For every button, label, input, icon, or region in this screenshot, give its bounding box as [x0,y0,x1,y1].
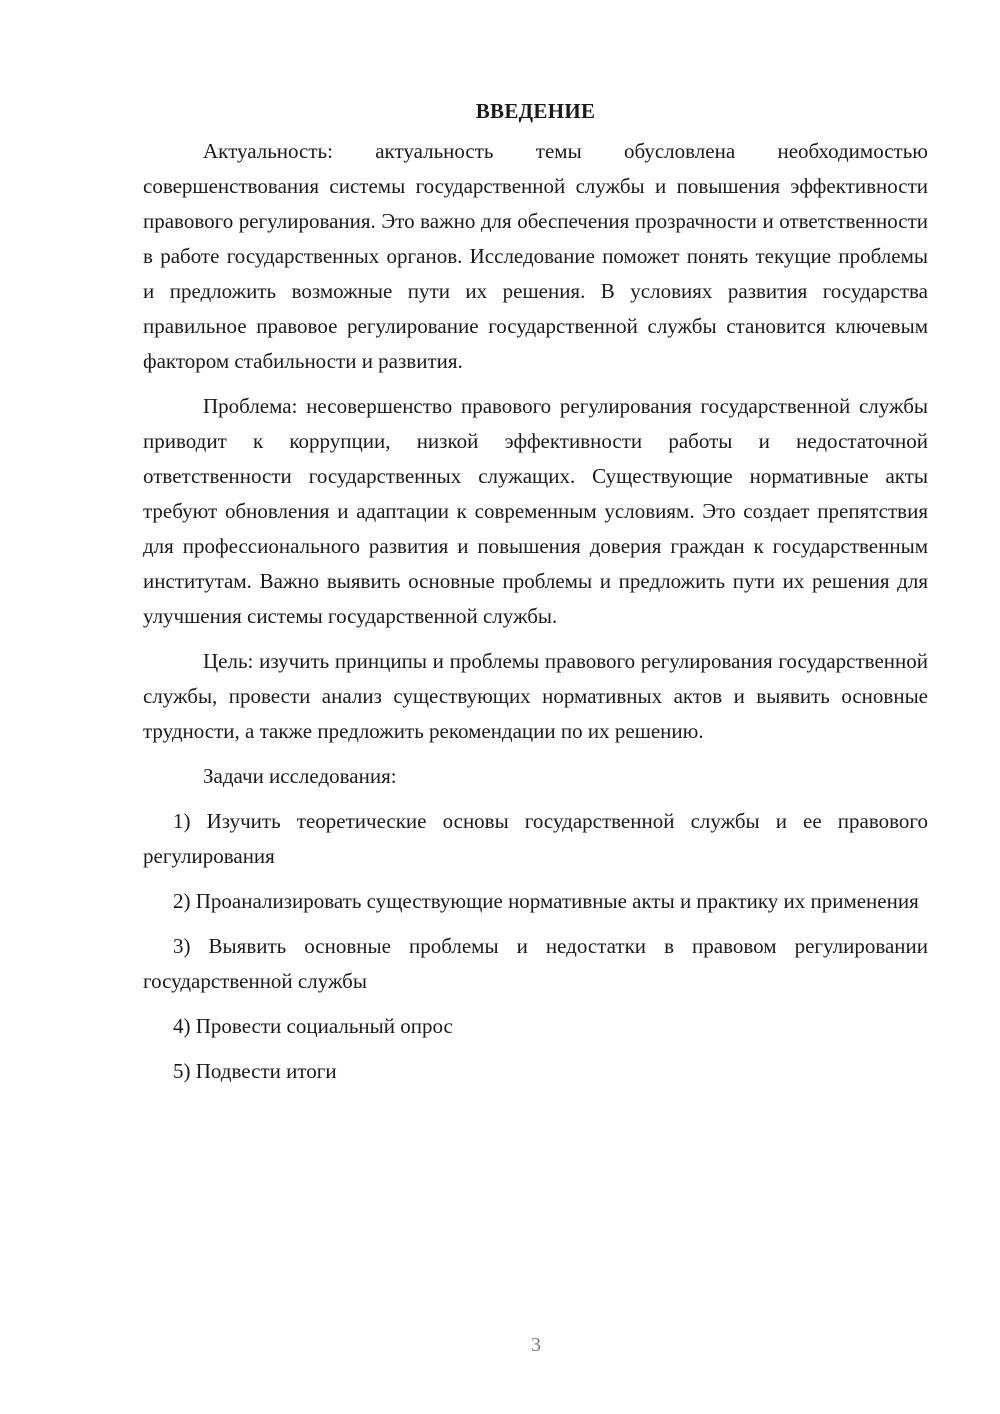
document-page [143,96,928,1099]
task-item-3: 3) Выявить основные проблемы и недостатки в правовом регулировании государственной службы [143,934,928,993]
task-item-1: 1) Изучить теоретические основы государственной службы и ее правового регулирования [143,809,928,868]
page-number: 3 [531,1334,541,1356]
task-item-5: 5) Подвести итоги [173,1059,337,1083]
document-title: ВВЕДЕНИЕ [475,99,596,123]
paragraph-goal: Цель: изучить принципы и проблемы правового регулирования государственной службы, провести анализ существующих нормативных актов и выявить основные трудности, а также предложить рекомендации по их решению. [143,649,928,743]
task-item-4: 4) Провести социальный опрос [173,1014,453,1038]
paragraph-problem: Проблема: несовершенство правового регулирования государственной службы приводит к коррупции, низкой эффективности работы и недостаточной ответственности государственных служащих. Существующие нормативные акты требуют обновления и адаптации к современным условиям. Это создает препятствия для профессионального развития и повышения доверия граждан к государственным институтам. Важно выявить основные проблемы и предложить пути их решения для улучшения системы государственной службы. [143,394,928,628]
tasks-heading: Задачи исследования: [203,764,397,788]
task-item-2: 2) Проанализировать существующие нормативные акты и практику их применения [173,889,919,913]
paragraph-relevance: Актуальность: актуальность темы обусловлена необходимостью совершенствования системы государственной службы и повышения эффективности правового регулирования. Это важно для обеспечения прозрачности и ответственности в работе государственных органов. Исследование поможет понять текущие проблемы и предложить возможные пути их решения. В условиях развития государства правильное правовое регулирование государственной службы становится ключевым фактором стабильности и развития. [143,139,928,373]
